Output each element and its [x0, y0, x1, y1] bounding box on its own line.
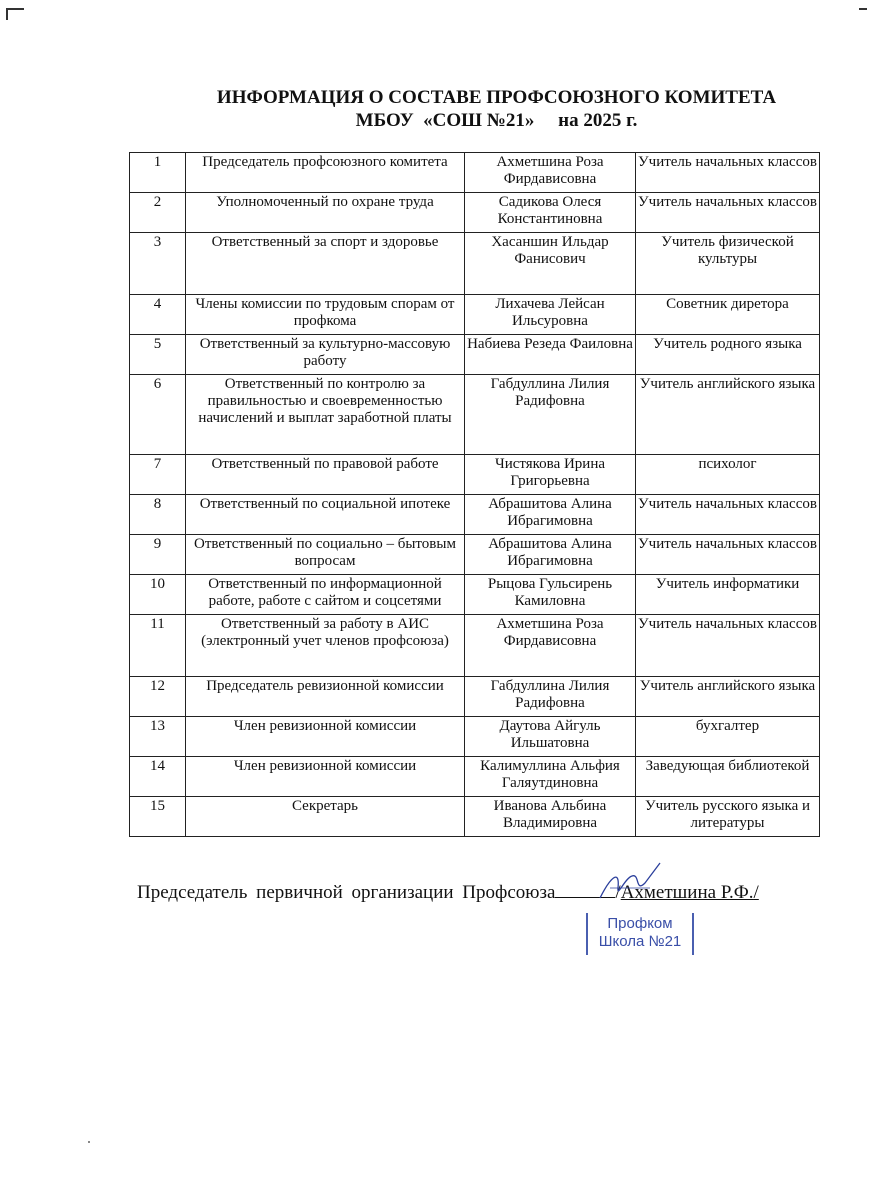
table-row: [130, 295, 820, 335]
row-role: Ответственный по правовой работе: [186, 455, 465, 495]
row-position: Советник диретора: [636, 295, 820, 335]
table-row: [130, 535, 820, 575]
row-role: Уполномоченный по охране труда: [186, 193, 465, 233]
row-number: 13: [130, 717, 186, 757]
signature-separator: /: [615, 882, 621, 903]
row-member-name: Габдуллина Лилия Радифовна: [465, 375, 636, 455]
corner-mark-right: [859, 8, 867, 20]
committee-table-body: [130, 153, 820, 837]
row-member-name: Набиева Резеда Фаиловна: [465, 335, 636, 375]
row-position: психолог: [636, 455, 820, 495]
table-row: [130, 717, 820, 757]
table-row: [130, 575, 820, 615]
row-position: Учитель начальных классов: [636, 615, 820, 677]
table-row: [130, 233, 820, 295]
signature-name: Ахметшина Р.Ф.: [620, 882, 754, 903]
table-row: [130, 677, 820, 717]
row-role: Члены комиссии по трудовым спорам от профкома: [186, 295, 465, 335]
row-number: 5: [130, 335, 186, 375]
row-role: Член ревизионной комиссии: [186, 757, 465, 797]
document-title: [0, 86, 873, 132]
stamp-profkom: [586, 913, 694, 955]
table-row: [130, 455, 820, 495]
row-number: 9: [130, 535, 186, 575]
row-position: Учитель русского языка и литературы: [636, 797, 820, 837]
committee-table: [129, 152, 820, 837]
row-number: 4: [130, 295, 186, 335]
row-member-name: Абрашитова Алина Ибрагимовна: [465, 495, 636, 535]
row-role: Председатель ревизионной комиссии: [186, 677, 465, 717]
row-position: Учитель физической культуры: [636, 233, 820, 295]
row-role: Ответственный за работу в АИС (электронный учет членов профсоюза): [186, 615, 465, 677]
row-member-name: Иванова Альбина Владимировна: [465, 797, 636, 837]
corner-mark-left: [6, 8, 24, 20]
row-member-name: Даутова Айгуль Ильшатовна: [465, 717, 636, 757]
signature-trail: /: [753, 882, 759, 903]
row-number: 8: [130, 495, 186, 535]
row-member-name: Абрашитова Алина Ибрагимовна: [465, 535, 636, 575]
title-line-2: МБОУ «СОШ №21» на 2025 г.: [355, 110, 638, 131]
row-role: Ответственный по контролю за правильностью и своевременностью начислений и выплат заработной платы: [186, 375, 465, 455]
row-position: Учитель начальных классов: [636, 193, 820, 233]
row-number: 10: [130, 575, 186, 615]
row-number: 3: [130, 233, 186, 295]
row-role: Ответственный за культурно-массовую работу: [186, 335, 465, 375]
row-position: Учитель родного языка: [636, 335, 820, 375]
row-number: 11: [130, 615, 186, 677]
row-role: Председатель профсоюзного комитета: [186, 153, 465, 193]
row-number: 1: [130, 153, 186, 193]
row-role: Ответственный по социально – бытовым вопросам: [186, 535, 465, 575]
row-position: Учитель английского языка: [636, 677, 820, 717]
row-role: Ответственный за спорт и здоровье: [186, 233, 465, 295]
title-line-1: ИНФОРМАЦИЯ О СОСТАВЕ ПРОФСОЮЗНОГО КОМИТЕТА: [216, 87, 777, 108]
row-number: 2: [130, 193, 186, 233]
row-number: 12: [130, 677, 186, 717]
row-position: Заведующая библиотекой: [636, 757, 820, 797]
table-row: [130, 615, 820, 677]
row-position: бухгалтер: [636, 717, 820, 757]
row-member-name: Чистякова Ирина Григорьевна: [465, 455, 636, 495]
table-row: [130, 757, 820, 797]
row-position: Учитель начальных классов: [636, 535, 820, 575]
row-number: 6: [130, 375, 186, 455]
row-position: Учитель информатики: [636, 575, 820, 615]
row-role: Член ревизионной комиссии: [186, 717, 465, 757]
row-position: Учитель английского языка: [636, 375, 820, 455]
row-member-name: Хасаншин Ильдар Фанисович: [465, 233, 636, 295]
row-number: 7: [130, 455, 186, 495]
stamp-line-2: Школа №21: [598, 933, 682, 950]
stamp-line-1: Профком: [607, 915, 673, 932]
signature-label: Председатель первичной организации Профсоюза: [137, 882, 556, 903]
table-row: [130, 153, 820, 193]
row-member-name: Рыцова Гульсирень Камиловна: [465, 575, 636, 615]
handwritten-signature: [590, 858, 670, 908]
row-number: 14: [130, 757, 186, 797]
table-row: [130, 335, 820, 375]
table-row: [130, 193, 820, 233]
table-row: [130, 797, 820, 837]
row-member-name: Ахметшина Роза Фирдависовна: [465, 615, 636, 677]
row-number: 15: [130, 797, 186, 837]
scan-speck: [88, 1141, 90, 1143]
row-position: Учитель начальных классов: [636, 495, 820, 535]
row-role: Ответственный по социальной ипотеке: [186, 495, 465, 535]
row-role: Ответственный по информационной работе, работе с сайтом и соцсетями: [186, 575, 465, 615]
row-member-name: Габдуллина Лилия Радифовна: [465, 677, 636, 717]
row-position: Учитель начальных классов: [636, 153, 820, 193]
row-role: Секретарь: [186, 797, 465, 837]
row-member-name: Калимуллина Альфия Галяутдиновна: [465, 757, 636, 797]
row-member-name: Садикова Олеся Константиновна: [465, 193, 636, 233]
table-row: [130, 495, 820, 535]
row-member-name: Ахметшина Роза Фирдависовна: [465, 153, 636, 193]
table-row: [130, 375, 820, 455]
row-member-name: Лихачева Лейсан Ильсуровна: [465, 295, 636, 335]
